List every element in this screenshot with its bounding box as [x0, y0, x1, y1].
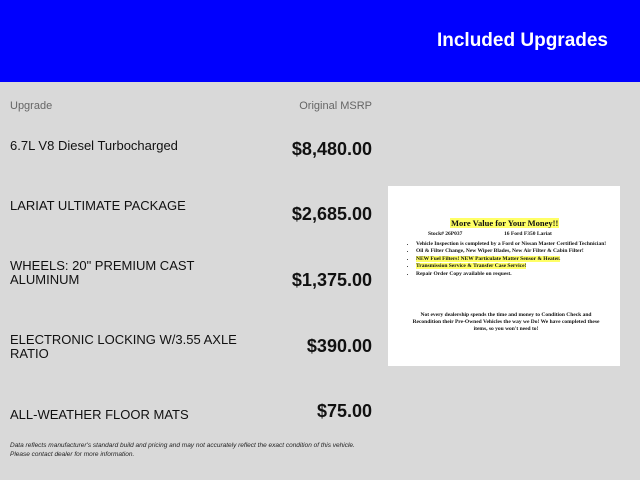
- value-flyer-image: [388, 186, 620, 366]
- upgrade-price: $390.00: [306, 336, 372, 356]
- upgrade-price: $8,480.00: [291, 139, 372, 159]
- flyer-note: Not every dealership spends the time and money to Condition Check and Recondition their Pre-Owned Vehicles the way we Do! We have completed these items, so you won't need to!: [412, 312, 600, 332]
- flyer-vehicle: 16 Ford F350 Lariat: [504, 231, 552, 237]
- header-banner: [0, 0, 640, 82]
- disclaimer-text: [10, 442, 375, 459]
- disclaimer-line: Data reflects manufacturer's standard build and pricing and may not accurately reflect the exact condition of this vehicle.: [10, 442, 355, 449]
- flyer-stock-number: Stock# 26P037: [428, 231, 463, 237]
- disclaimer-line: Please contact dealer for more information.: [10, 450, 135, 458]
- flyer-checklist-item: • Repair Order Copy available on request.: [416, 271, 612, 278]
- flyer-checklist: [416, 241, 612, 278]
- upgrade-name: WHEELS: 20" PREMIUM CAST ALUMINUM: [10, 258, 195, 287]
- upgrade-name: ALL-WEATHER FLOOR MATS: [10, 407, 189, 422]
- upgrade-name: 6.7L V8 Diesel Turbocharged: [10, 138, 178, 153]
- upgrade-price: $2,685.00: [291, 204, 372, 224]
- flyer-title: More Value for Your Money!!: [451, 218, 559, 228]
- upgrade-column-header: Upgrade: [10, 100, 53, 112]
- upgrade-name: ELECTRONIC LOCKING W/3.55 AXLE RATIO: [10, 332, 237, 361]
- flyer-checklist-item: • Vehicle Inspection is completed by a Ford or Nissan Master Certified Technician!: [416, 241, 612, 248]
- upgrade-name: LARIAT ULTIMATE PACKAGE: [10, 198, 186, 213]
- flyer-checklist-item: • Oil & Filter Change, New Wiper Blades, New Air Filter & Cabin Filter!: [416, 248, 612, 255]
- page-title: Included Upgrades: [436, 30, 608, 51]
- upgrade-price: $1,375.00: [291, 270, 372, 290]
- upgrade-price: $75.00: [316, 401, 372, 421]
- flyer-checklist-item: • Transmission Service & Transfer Case Service!: [416, 263, 612, 270]
- flyer-checklist-item: • NEW Fuel Filters! NEW Particulate Matter Sensor & Heater.: [416, 256, 612, 263]
- msrp-column-header: Original MSRP: [299, 100, 372, 112]
